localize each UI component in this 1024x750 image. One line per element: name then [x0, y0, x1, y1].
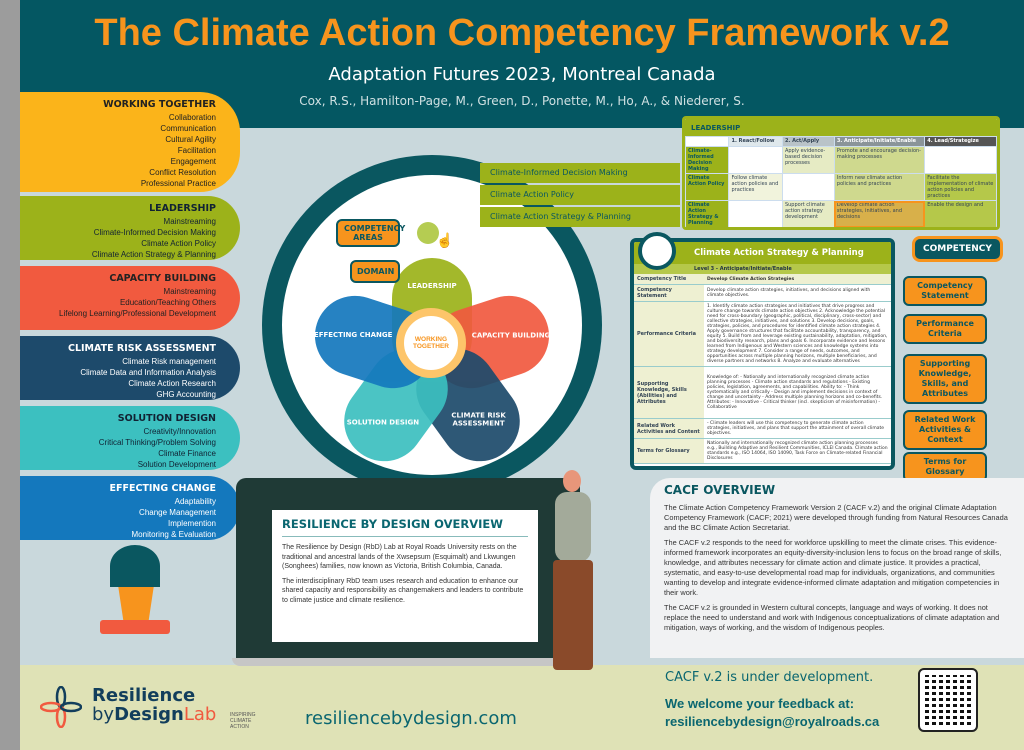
- petal-label: EFFECTING CHANGE: [313, 331, 393, 340]
- category-working-together: [20, 92, 240, 192]
- feedback-email[interactable]: resiliencebydesign@royalroads.ca: [665, 714, 880, 729]
- category-item: Climate Finance: [158, 449, 216, 458]
- website-link[interactable]: resiliencebydesign.com: [305, 708, 517, 729]
- card-title: Climate Action Strategy & Planning: [634, 242, 891, 264]
- cell: [729, 147, 782, 174]
- rbd-paragraph: The interdisciplinary RbD team uses research and education to enhance our shared capacity and responsibility as changemakers and leaders to contribute to climate justice and climate resilience.: [282, 577, 524, 604]
- logo-word: by: [92, 704, 115, 725]
- left-margin: [0, 0, 20, 750]
- card-row: [634, 274, 891, 285]
- logo-word: Design: [114, 704, 184, 725]
- category-effecting-change: [20, 476, 240, 540]
- category-title: LEADERSHIP: [149, 203, 216, 214]
- card-row: [634, 285, 891, 302]
- category-item: Monitoring & Evaluation: [131, 530, 216, 539]
- row-label: Performance Criteria: [634, 302, 704, 367]
- category-item: Lifelong Learning/Professional Development: [59, 309, 216, 318]
- row-label: Competency Statement: [634, 285, 704, 302]
- card-row: [634, 419, 891, 439]
- table-row: [686, 147, 997, 174]
- plant-leaves-icon: [110, 545, 160, 587]
- cell: Promote and encourage decision-making processes: [834, 147, 924, 174]
- row-value: 1. Identify climate action strategies and initiatives that drive progress and culture change towards climate action objectives 2. Acknowledge the potential need for cross-boundary (geographic, political, disciplinary, cross-sector) and collective strategies, initiatives, and solutions 3. Develop decisions, goals, strategies, policies, and procedures for identified climate action strategies 4. Apply governance structures that facilitate accountability, transparency, and equity 5. Build from and leverage existing sustainability, adaptation, mitigation, and biodiversity research, plans and goals 6. Incorporate evidence and lessons learned from Indigenous and Western sciences and knowledge systems into strategy development 7. Consider a range of needs, outcomes, and opportunities across multiple planning horizons, multiple beneficiaries, and diverse partners and networks 8. Analyze and evaluate alternatives: [704, 302, 891, 367]
- category-item: Engagement: [170, 157, 216, 166]
- cell: Follow climate action policies and practices: [729, 174, 782, 201]
- card-row: [634, 367, 891, 419]
- cacf-overview: [650, 478, 1024, 658]
- plant-pot-icon: [118, 585, 154, 621]
- cell: Apply evidence-based decision processes: [782, 147, 834, 174]
- category-title: EFFECTING CHANGE: [109, 483, 216, 494]
- row-value: Nationally and internationally recognized climate action planning processes e.g., Building Adaptive and Resilient Communities, ICLEI Canada. Climate action standards e.g., ISO 14064, ISO 14090, Task Force on Climate-related Financial Disclosures: [704, 439, 891, 464]
- qr-code-icon[interactable]: [918, 668, 978, 732]
- area-bar[interactable]: Climate Action Strategy & Planning: [480, 207, 680, 227]
- category-item: Climate-Informed Decision Making: [93, 228, 216, 237]
- flower-badge-icon: [638, 232, 676, 270]
- category-item: Mainstreaming: [163, 217, 216, 226]
- cell: [925, 147, 997, 174]
- petal-label: CAPACITY BUILDING: [471, 331, 551, 340]
- category-item: Facilitation: [177, 146, 216, 155]
- cell: Inform new climate action policies and practices: [834, 174, 924, 201]
- row-name: Climate Action Strategy & Planning: [686, 201, 729, 228]
- person-illustration: [545, 470, 595, 675]
- category-climate-risk-assessment: [20, 336, 240, 400]
- center-label: WORKING TOGETHER: [413, 336, 449, 350]
- category-item: Collaboration: [168, 113, 216, 122]
- category-item: Implemention: [167, 519, 216, 528]
- category-title: WORKING TOGETHER: [103, 99, 216, 110]
- center-working-together: [396, 308, 466, 378]
- area-bar[interactable]: Climate Action Policy: [480, 185, 680, 205]
- category-item: Climate Action Research: [128, 379, 216, 388]
- row-value: Develop Climate Action Strategies: [704, 274, 891, 285]
- category-item: Climate Risk management: [122, 357, 216, 366]
- callout-competency-statement: Competency Statement: [903, 276, 987, 306]
- competency-card: [630, 238, 895, 470]
- table-row: [686, 174, 997, 201]
- development-note: CACF v.2 is under development.: [665, 670, 874, 685]
- category-item: Creativity/Innovation: [143, 427, 216, 436]
- highlighted-cell: Develop climate action strategies, initiatives, and decisions: [834, 201, 924, 228]
- category-title: CAPACITY BUILDING: [109, 273, 216, 284]
- category-item: GHG Accounting: [156, 390, 216, 399]
- category-item: Solution Development: [137, 460, 216, 469]
- cell: [782, 174, 834, 201]
- card-row: [634, 302, 891, 367]
- category-item: Climate Data and Information Analysis: [80, 368, 216, 377]
- category-item: Change Management: [139, 508, 216, 517]
- poster-title: The Climate Action Competency Framework v.2: [94, 12, 950, 54]
- category-title: SOLUTION DESIGN: [117, 413, 216, 424]
- row-label: Competency Title: [634, 274, 704, 285]
- category-item: Climate Action Policy: [141, 239, 216, 248]
- category-item: Mainstreaming: [163, 287, 216, 296]
- callout-supporting-knowledge: Supporting Knowledge, Skills, and Attributes: [903, 354, 987, 404]
- callout-terms-glossary: Terms for Glossary: [903, 452, 987, 482]
- cell: Enable the design and: [925, 201, 997, 228]
- row-value: Develop climate action strategies, initiatives, and decisions aligned with climate objectives.: [704, 285, 891, 302]
- category-capacity-building: [20, 266, 240, 330]
- laptop-base: [232, 658, 582, 666]
- category-leadership: [20, 196, 240, 260]
- hand-cursor-icon: ☝: [436, 232, 454, 248]
- category-item: Education/Teaching Others: [119, 298, 216, 307]
- category-item: Professional Practice: [140, 179, 216, 188]
- category-item: Critical Thinking/Problem Solving: [98, 438, 216, 447]
- feedback-text: [665, 695, 879, 731]
- cacf-title: CACF OVERVIEW: [664, 483, 776, 497]
- level-header: 4. Lead/Strategize: [925, 137, 997, 147]
- book-icon: [100, 620, 170, 634]
- table-title: LEADERSHIP: [685, 119, 997, 136]
- logo-word: Resilience: [92, 685, 196, 706]
- competency-label: COMPETENCY: [912, 236, 1003, 262]
- authors: Cox, R.S., Hamilton-Page, M., Green, D., Ponette, M., Ho, A., & Niederer, S.: [299, 94, 745, 108]
- category-item: Conflict Resolution: [149, 168, 216, 177]
- card-level: Level 3 - Anticipate/Initiate/Enable: [634, 264, 891, 274]
- level-header: 2. Act/Apply: [782, 137, 834, 147]
- rbd-overview: [272, 510, 538, 642]
- row-label: Terms for Glossary: [634, 439, 704, 464]
- category-solution-design: [20, 406, 240, 470]
- logo-word: Lab: [183, 704, 217, 725]
- row-value: - Climate leaders will use this competency to generate climate action strategies, initiatives, and plans that support the attainment of overall climate objectives.: [704, 419, 891, 439]
- feedback-line: We welcome your feedback at:: [665, 696, 855, 711]
- row-name: Climate Action Policy: [686, 174, 729, 201]
- logo-tagline: INSPIRING CLIMATE ACTION: [230, 712, 256, 730]
- category-item: Cultural Agility: [165, 135, 216, 144]
- row-name: Climate-Informed Decision Making: [686, 147, 729, 174]
- category-title: CLIMATE RISK ASSESSMENT: [68, 343, 216, 354]
- area-bar[interactable]: Climate-Informed Decision Making: [480, 163, 680, 183]
- rbd-title: RESILIENCE BY DESIGN OVERVIEW: [282, 517, 528, 537]
- competency-areas-label: COMPETENCY AREAS: [336, 219, 400, 247]
- row-label: Related Work Activities and Content: [634, 419, 704, 439]
- cacf-paragraph: The Climate Action Competency Framework Version 2 (CACF v.2) and the original Climate Adaptation Competency Framework (CACF; 2021) were developed through funding from Natural Resources Canada and the BC Climate Action Secretariat.: [664, 503, 1008, 532]
- rbd-logo-icon: [40, 686, 82, 728]
- cell: Support climate action strategy development: [782, 201, 834, 228]
- row-label: Supporting Knowledge, Skills (Abilities) and Attributes: [634, 367, 704, 419]
- category-item: Adaptability: [174, 497, 216, 506]
- category-item: Communication: [160, 124, 216, 133]
- cell: Facilitate the implementation of climate action policies and practices: [925, 174, 997, 201]
- category-item: Climate Action Strategy & Planning: [91, 250, 216, 259]
- cacf-paragraph: The CACF v.2 is grounded in Western cultural concepts, language and ways of working. It does not replace the need to understand and work with Indigenous conceptualizations of climate adaptation and mitigation, ways of working, and the wisdom of Indigenous peoples.: [664, 603, 1000, 632]
- row-value: Knowledge of: - Nationally and internationally recognized climate action planning processes - Climate action standards and regulations - Existing policies, legislation, agreements, and capabilities. Ability to: - Think systematically and critically - Design and implement decisions in context of change and uncertainty - Address multiple planning horizons and co-benefits. Attributes: - Innovative - Critical thinker (incl. skepticism of misinformation) - Collaborative: [704, 367, 891, 419]
- petal-label: LEADERSHIP: [407, 282, 457, 290]
- level-header: 3. Anticipate/Initiate/Enable: [834, 137, 924, 147]
- poster-subtitle: Adaptation Futures 2023, Montreal Canada: [328, 64, 716, 85]
- callout-performance-criteria: Performance Criteria: [903, 314, 987, 344]
- petal-label: SOLUTION DESIGN: [346, 418, 420, 427]
- petal-label: CLIMATE RISK ASSESSMENT: [451, 411, 506, 428]
- cacf-paragraph: The CACF v.2 responds to the need for workforce upskilling to meet the climate crises. This evidence-informed framework incorporates an equity-diversity-inclusion lens to focus on the broad range of skills, knowledge, and attributes necessary for climate action and climate justice. It provides a practical, systematic, and easy-to-use developmental road map for individuals, organizations, and communities wanting to develop and integrate evidence-informed climate adaptation and mitigation competencies in their work.: [664, 538, 1002, 597]
- card-row: [634, 439, 891, 464]
- rbd-paragraph: The Resilience by Design (RbD) Lab at Royal Roads University rests on the traditional and ancestral lands of the Xwsepsum (Esquimalt) and Lkwungen (Songhees) families, now known as Victoria, British Columbia, Canada.: [282, 544, 517, 570]
- leadership-table: [682, 116, 1000, 230]
- level-header: 1. React/Follow: [729, 137, 782, 147]
- callout-related-work: Related Work Activities & Context: [903, 410, 987, 450]
- domain-label: DOMAIN: [350, 260, 400, 283]
- rbd-logo-text: [92, 686, 216, 724]
- cell: [729, 201, 782, 228]
- table-row: [686, 201, 997, 228]
